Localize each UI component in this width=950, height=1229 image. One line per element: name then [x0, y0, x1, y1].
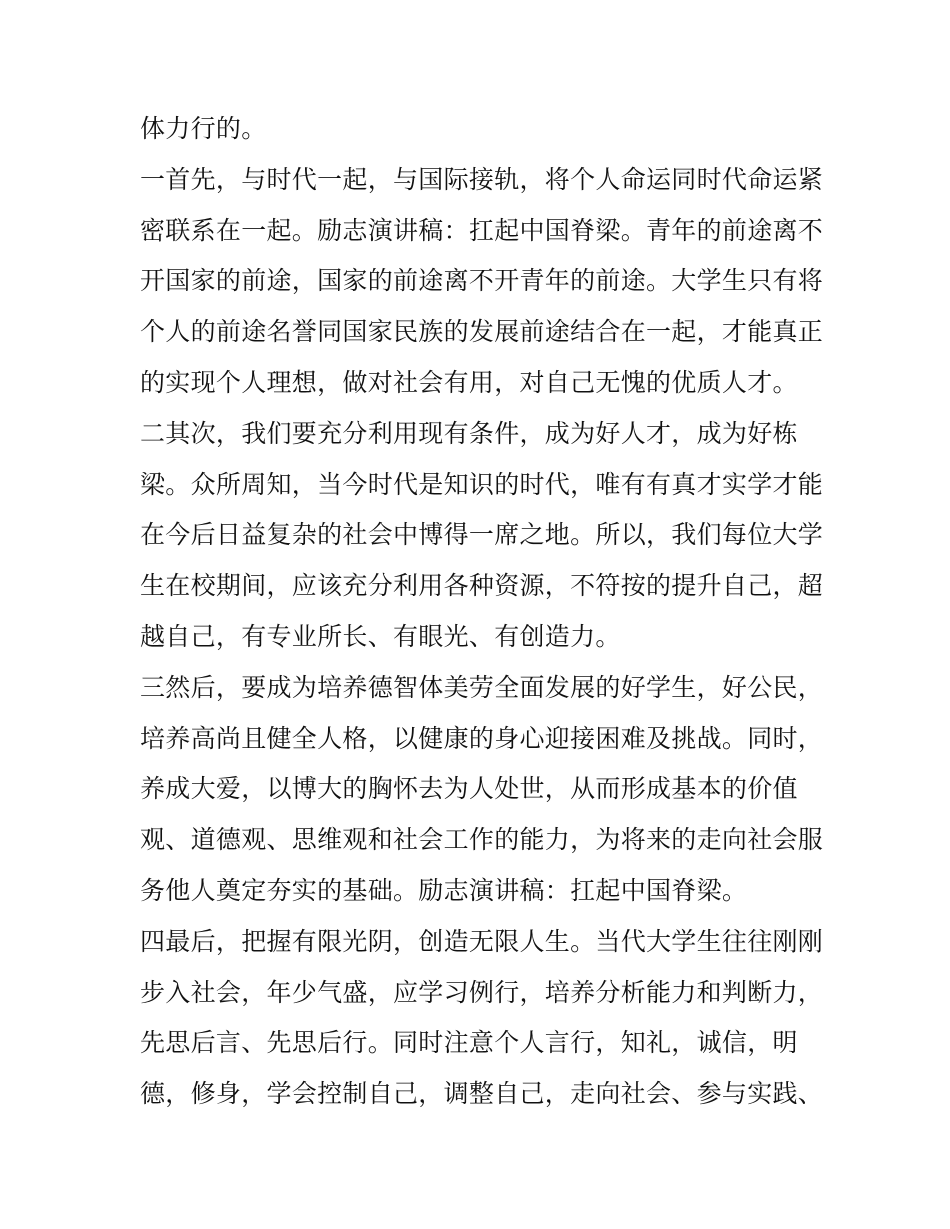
text-line: 一首先，与时代一起，与国际接轨，将个人命运同时代命运紧	[140, 164, 824, 194]
text-line: 四最后，把握有限光阴，创造无限人生。当代大学生往往刚刚	[140, 926, 824, 956]
text-line: 二其次，我们要充分利用现有条件，成为好人才，成为好栋	[140, 418, 798, 448]
text-line: 的实现个人理想，做对社会有用，对自己无愧的优质人才。	[140, 367, 798, 397]
text-line: 越自己，有专业所长、有眼光、有创造力。	[140, 621, 621, 651]
text-line: 先思后言、先思后行。同时注意个人言行，知礼，诚信，明	[140, 1028, 798, 1058]
text-line: 个人的前途名誉同国家民族的发展前途结合在一起，才能真正	[140, 317, 824, 347]
text-line: 养成大爱，以博大的胸怀去为人处世，从而形成基本的价值	[140, 774, 798, 804]
text-line: 步入社会，年少气盛，应学习例行，培养分析能力和判断力，	[140, 977, 824, 1007]
text-line: 三然后，要成为培养德智体美劳全面发展的好学生，好公民，	[140, 672, 824, 702]
text-line: 在今后日益复杂的社会中博得一席之地。所以，我们每位大学	[140, 520, 824, 550]
text-line: 生在校期间，应该充分利用各种资源，不符按的提升自己，超	[140, 571, 824, 601]
document-body	[140, 104, 830, 1120]
text-line: 德，修身，学会控制自己，调整自己，走向社会、参与实践、	[140, 1079, 824, 1109]
text-line: 务他人奠定夯实的基础。励志演讲稿：扛起中国脊梁。	[140, 875, 748, 905]
text-line: 观、道德观、思维观和社会工作的能力，为将来的走向社会服	[140, 825, 824, 855]
text-line: 开国家的前途，国家的前途离不开青年的前途。大学生只有将	[140, 266, 824, 296]
text-line: 体力行的。	[140, 114, 267, 143]
text-line: 密联系在一起。励志演讲稿：扛起中国脊梁。青年的前途离不	[140, 215, 824, 245]
text-line: 培养高尚且健全人格，以健康的身心迎接困难及挑战。同时，	[140, 723, 824, 753]
text-line: 梁。众所周知，当今时代是知识的时代，唯有有真才实学才能	[140, 469, 824, 499]
